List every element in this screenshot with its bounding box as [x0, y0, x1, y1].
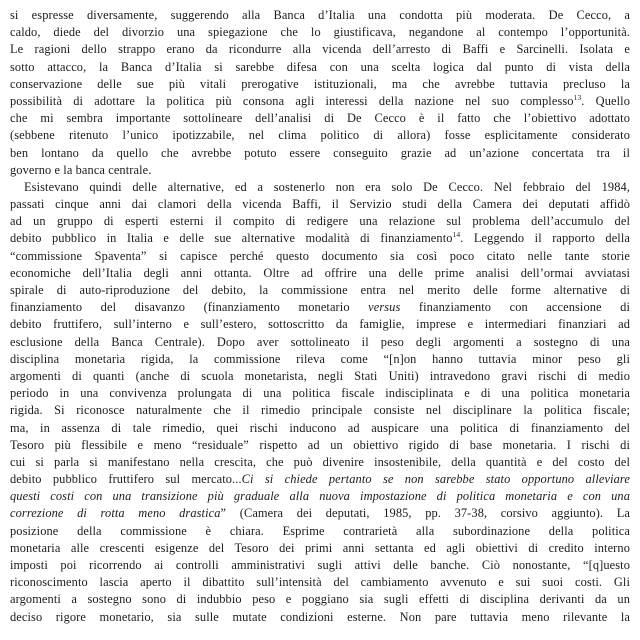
- text-segment: si espresse diversamente, suggerendo alla Banca d’Italia una condotta più moderata. De Cecco, a: [10, 8, 630, 22]
- text-segment: debito fruttifero, sull’interno e sull’estero, sottoscritto da famiglie, imprese e intermediari finanziari ad: [10, 317, 630, 332]
- text-segment: governo e la banca centrale.: [10, 162, 152, 177]
- text-line-5: [10, 76, 630, 93]
- text-line-33: [10, 557, 630, 574]
- text-line-29: [10, 488, 630, 505]
- text-line-27: [10, 454, 630, 471]
- text-segment: riconoscimento lascia aperto il dibattito sull’intensità del cambiamento avvenuto e sui suoi costi. Gli: [10, 575, 630, 590]
- text-segment: caldo, diede del divorzio una spiegazione che lo giustificava, negandone al contempo l’opportunità.: [10, 25, 630, 40]
- text-segment: monetaria alle crescenti esigenze del Tesoro dei primi anni settanta ed agli obiettivi di credito interno: [10, 540, 630, 555]
- text-line-17: [10, 282, 630, 299]
- text-line-34: [10, 574, 630, 591]
- text-segment: Tesoro più flessibile e meno “residuale” rispetto ad un obiettivo rigido di base monetaria. I rischi di: [10, 437, 630, 452]
- text-line-15: [10, 248, 630, 265]
- text-segment: . Leggendo il rapporto della: [460, 231, 630, 246]
- text-segment: (sebbene ritenuto l’unico ipotizzabile, nel clima politico di allora) fosse esplicitamente considerato: [10, 128, 630, 143]
- text-segment: spirale di auto-riproduzione del debito, la commissione entra nel merito delle forme alternative di: [10, 283, 630, 297]
- text-segment: posizione della commissione è chiara. Esprime contrarietà alla subordinazione della politica: [10, 523, 630, 538]
- text-segment: sotto attacco, la Banca d’Italia si sarebbe difesa con una scelta logica dal punto di vista della: [10, 59, 630, 74]
- text-line-23: [10, 385, 630, 402]
- text-segment: ” (Camera dei deputati, 1985, pp. 37-38, corsivo aggiunto). La: [220, 506, 630, 521]
- text-line-14: [10, 230, 630, 247]
- text-segment: “commissione Spaventa” si capisce perché questo documento sia così poco citato nelle tante storie: [10, 248, 630, 263]
- text-line-31: [10, 523, 630, 540]
- text-segment: . Quello: [581, 93, 630, 108]
- text-line-8: [10, 127, 630, 144]
- footnote-marker: 13: [573, 92, 582, 102]
- text-line-1: [10, 7, 630, 24]
- text-line-2: [10, 24, 630, 41]
- text-segment: conservazione delle sue più vitali prerogative istituzionali, ma che avrebbe tuttavia precluso la: [10, 76, 630, 91]
- text-line-22: [10, 368, 630, 385]
- text-line-11: [10, 179, 630, 196]
- text-segment: finanziamento del disavanzo (finanziamento monetario: [10, 300, 369, 315]
- italic-text-segment: questi costi con una transizione più graduale alla nuova impostazione di politica monetaria e con una: [10, 489, 630, 504]
- text-line-3: [10, 41, 630, 58]
- text-line-13: [10, 213, 630, 230]
- text-segment: cui si parla si manifestano nella crescita, che può divenire insostenibile, della quantità e del costo del: [10, 454, 630, 469]
- text-segment: ad un gruppo di esperti esterni il compito di redigere una relazione sul problema dell’accumulo del: [10, 214, 630, 229]
- text-line-4: [10, 59, 630, 76]
- italic-text-segment: Ci si chiede pertanto se non sarebbe stato opportuno alleviare: [241, 472, 630, 487]
- text-segment: periodo in una convivenza prolungata di una politica fiscale indisciplinata e di una politica monetaria: [10, 386, 630, 401]
- italic-text-segment: versus: [368, 300, 401, 315]
- text-line-30: [10, 505, 630, 522]
- text-segment: Le ragioni dello strappo erano da ricondurre alla vicenda dell’arresto di Baffi e Sarcinelli. Isolata e: [10, 42, 630, 57]
- text-segment: Esistevano quindi delle alternative, ed a sostenerlo non era solo De Cecco. Nel febbraio del 1984,: [24, 179, 630, 194]
- text-segment: imposti poi ricorrendo ai controlli amministrativi sugli attivi delle banche. Ciò nonostante, “[q]uesto: [10, 558, 630, 572]
- text-line-25: [10, 420, 630, 437]
- text-line-28: [10, 471, 630, 488]
- text-line-26: [10, 437, 630, 454]
- text-segment: argomenti a sostegno sono di indubbio peso e poggiano sia sugli effetti di disciplina derivanti da un: [10, 592, 630, 607]
- text-line-21: [10, 351, 630, 368]
- text-segment: passati cinque anni dai clamori della vicenda Baffi, il Servizio studi della Camera dei deputati affidò: [10, 197, 630, 212]
- text-line-6: [10, 93, 630, 110]
- text-line-24: [10, 402, 630, 419]
- text-segment: possibilità di adottare la politica più consona agli interessi della nazione nel suo complesso: [10, 93, 574, 108]
- text-line-19: [10, 316, 630, 333]
- text-segment: disciplina monetaria rigida, la commissione rileva come “[n]on hanno tuttavia minor peso gli: [10, 351, 630, 366]
- text-segment: deciso rigore monetario, sia sulle mutate condizioni esterne. Non pare tuttavia meno rilevante la: [10, 609, 630, 624]
- text-segment: esclusione della Banca Centrale). Dopo aver sottolineato il peso degli argomenti a sostegno di una: [10, 334, 630, 349]
- text-line-18: [10, 299, 630, 316]
- text-line-10: [10, 162, 630, 179]
- text-segment: debito pubblico fruttifero sul mercato...: [10, 472, 242, 487]
- footnote-marker: 14: [452, 230, 461, 240]
- italic-text-segment: correzione di rotta meno drastica: [10, 506, 221, 521]
- text-line-32: [10, 540, 630, 557]
- text-segment: finanziamento con accensione di: [400, 300, 630, 315]
- text-segment: debito pubblico in Italia e delle sue alternative modalità di finanziamento: [10, 231, 453, 246]
- text-line-9: [10, 145, 630, 162]
- text-line-35: [10, 591, 630, 608]
- text-segment: ben lontano da quello che avrebbe potuto essere conseguito grazie ad un’azione concertata tra il: [10, 145, 630, 160]
- text-segment: che mi sembra importante sottolineare dell’analisi di De Cecco è il fatto che l’obiettivo adottato: [10, 111, 630, 126]
- text-line-20: [10, 334, 630, 351]
- text-line-36: [10, 609, 630, 626]
- text-segment: argomenti di quanti (anche di scuola monetarista, negli Stati Uniti) intravedono gravi rischi di medio: [10, 368, 630, 383]
- text-line-16: [10, 265, 630, 282]
- text-segment: rigida. Si riconosce naturalmente che il rimedio principale consiste nel disciplinare la politica fiscale;: [10, 403, 630, 418]
- text-line-7: [10, 110, 630, 127]
- text-segment: economiche dell’Italia degli anni ottanta. Oltre ad offrire una delle prime analisi dell’ormai avviatasi: [10, 265, 630, 280]
- text-line-12: [10, 196, 630, 213]
- text-segment: ma, in assenza di tale rimedio, quei rischi inducono ad auspicare una politica di finanziamento del: [10, 420, 630, 435]
